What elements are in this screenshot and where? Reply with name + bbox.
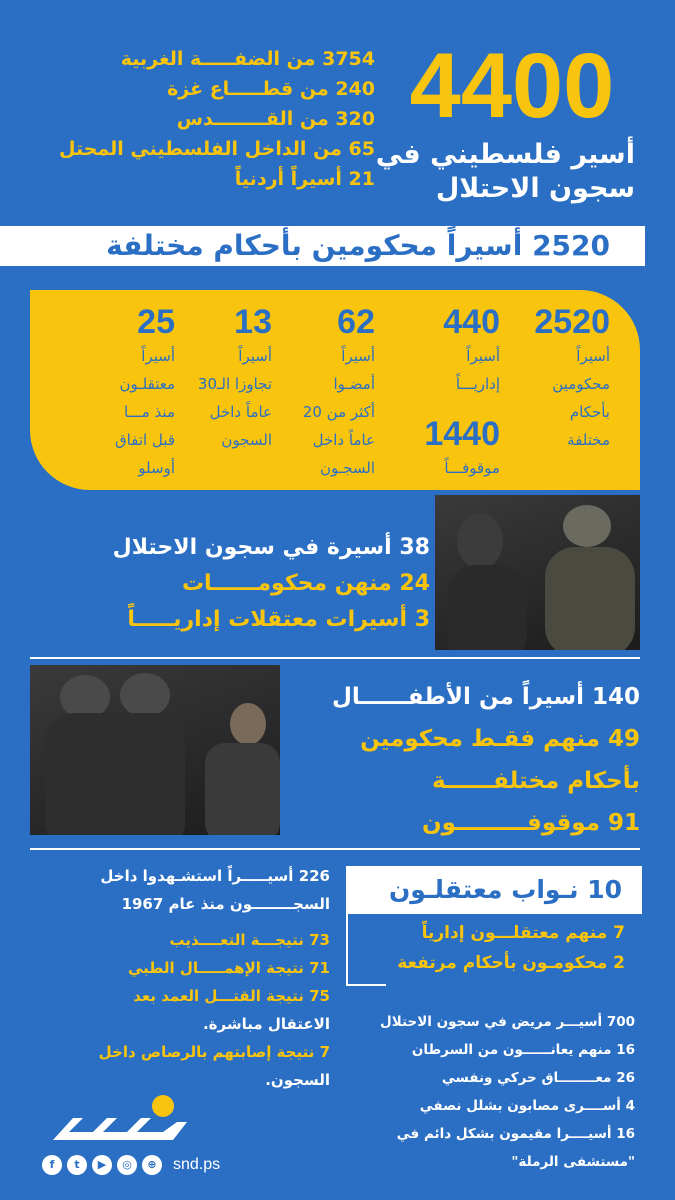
divider (30, 657, 640, 659)
stat-number: 1440 (424, 415, 500, 453)
women-total: 38 أسيرة في سجون الاحتلال (112, 535, 430, 560)
sick-prisoners (345, 1008, 635, 1176)
website-link[interactable]: snd.ps (173, 1156, 221, 1173)
youtube-icon[interactable]: ▶ (92, 1155, 112, 1175)
stat-administrative (410, 302, 500, 398)
stat-label: موقوفـــاً (444, 459, 500, 477)
deputies-details (360, 918, 625, 978)
deputies-bracket (346, 914, 348, 984)
region-item: 240 من قطـــــاع غزة (167, 78, 375, 100)
region-item: 21 أسيراً أردنياً (234, 168, 375, 190)
deputies-sentenced: 2 محكومـون بأحكام مرتفعة (397, 953, 625, 973)
stat-label: مختلفة (567, 431, 610, 449)
stat-label: السجون (221, 431, 272, 449)
stat-label: منذ مـــا (124, 403, 175, 421)
web-icon[interactable]: ⊕ (142, 1155, 162, 1175)
region-item: 320 من القــــــــدس (176, 108, 375, 130)
stats-panel (30, 290, 640, 490)
martyrs-torture: 73 نتيجـــة التعــــذيب (169, 931, 330, 949)
stat-number: 2520 (534, 303, 610, 341)
martyrs-total: 226 أسيـــــراً استشـهدوا داخل (100, 867, 330, 885)
instagram-icon[interactable]: ◎ (117, 1155, 137, 1175)
sick-total: 700 أسيـــر مريض في سجون الاحتلال (380, 1014, 635, 1030)
stat-sentenced (510, 302, 610, 454)
stat-label: معتقلـون (119, 375, 175, 393)
total-caption-line1: أسير فلسطيني في (375, 139, 635, 170)
stat-label: السجـون (320, 459, 375, 477)
martyrs-total-cont: السجــــــــون منذ عام 1967 (121, 895, 330, 913)
stat-label: عاماً داخل (312, 431, 375, 449)
stat-label: إداريـــاً (455, 375, 500, 393)
total-prisoners-number: 4400 (409, 35, 615, 137)
stat-label: أسيراً (466, 347, 500, 365)
stat-over-30-years (182, 302, 272, 454)
stat-label: عاماً داخل (209, 403, 272, 421)
deputies-banner (346, 866, 642, 914)
stat-number: 62 (337, 303, 375, 341)
martyrs-list (30, 862, 330, 1094)
stat-number: 13 (234, 303, 272, 341)
martyrs-killing: 75 نتيجة القتـــل العمد بعد (133, 987, 330, 1005)
martyrs-killing-cont: الاعتقال مباشرة. (202, 1015, 330, 1033)
social-links (42, 1154, 220, 1176)
stat-label: أمضـوا (333, 375, 375, 393)
stat-over-20-years (285, 302, 375, 482)
stat-label: محكومين (552, 375, 610, 393)
region-item: 3754 من الضفـــــة الغربية (120, 48, 375, 70)
stat-number: 440 (443, 303, 500, 341)
children-prisoners (240, 676, 640, 844)
women-prisoners (10, 530, 430, 638)
snd-logo (45, 1092, 205, 1147)
children-sentenced: 49 منهم فقـط محكومين (360, 726, 640, 752)
sick-paralysis: 4 أســــرى مصابون بشلل نصفي (419, 1098, 635, 1114)
stat-before-oslo (85, 302, 175, 482)
total-caption-line2: سجون الاحتلال (435, 173, 635, 204)
stat-label: أسيراً (238, 347, 272, 365)
women-sentenced: 24 منهن محكومــــــات (181, 571, 430, 596)
sick-disabled: 26 معــــــــاق حركي ونفسي (441, 1070, 635, 1086)
children-sentenced-cont: بأحكام مختلفــــــة (432, 768, 640, 794)
twitter-icon[interactable]: t (67, 1155, 87, 1175)
stat-label: أكثر من 20 (302, 403, 375, 421)
sick-ramla: 16 أسيــــرا مقيمون بشكل دائم في (396, 1126, 635, 1142)
martyrs-shooting: 7 نتيجة إصابتهم بالرصاص داخل (98, 1043, 330, 1061)
stat-label: بأحكام (569, 403, 610, 421)
deputies-title: 10 نـواب معتقلـون (388, 875, 622, 904)
martyrs-neglect: 71 نتيجة الإهمـــــال الطبي (127, 959, 330, 977)
sentenced-banner (0, 226, 645, 266)
women-prisoner-photo (435, 495, 640, 650)
deputies-bracket (346, 984, 386, 986)
stat-label: أسيراً (341, 347, 375, 365)
stat-number: 25 (137, 303, 175, 341)
stat-label: أوسلو (138, 459, 175, 477)
region-item: 65 من الداخل الفلسطيني المحتل (58, 138, 375, 160)
sick-cancer: 16 منهم يعانــــــون من السرطان (411, 1042, 635, 1058)
women-administrative: 3 أسيرات معتقلات إداريـــــاً (127, 607, 430, 632)
total-caption (360, 138, 635, 206)
facebook-icon[interactable]: f (42, 1155, 62, 1175)
sick-ramla-cont: "مستشفى الرملة" (511, 1154, 635, 1170)
region-breakdown (30, 44, 375, 194)
deputies-administrative: 7 منهم معتقلـــون إدارياً (421, 923, 625, 943)
children-detained: 91 موقوفـــــــــون (421, 810, 640, 836)
stat-label: قبل اتفاق (115, 431, 175, 449)
divider (30, 848, 640, 850)
stat-label: أسيراً (576, 347, 610, 365)
sentenced-banner-text: 2520 أسيراً محكومين بأحكام مختلفة (106, 229, 610, 262)
martyrs-shooting-cont: السجون. (265, 1071, 330, 1089)
stat-label: تجاوزا الـ30 (197, 375, 272, 393)
stat-label: أسيراً (141, 347, 175, 365)
children-total: 140 أسيراً من الأطفــــــال (331, 684, 640, 710)
stat-detained (400, 414, 500, 482)
